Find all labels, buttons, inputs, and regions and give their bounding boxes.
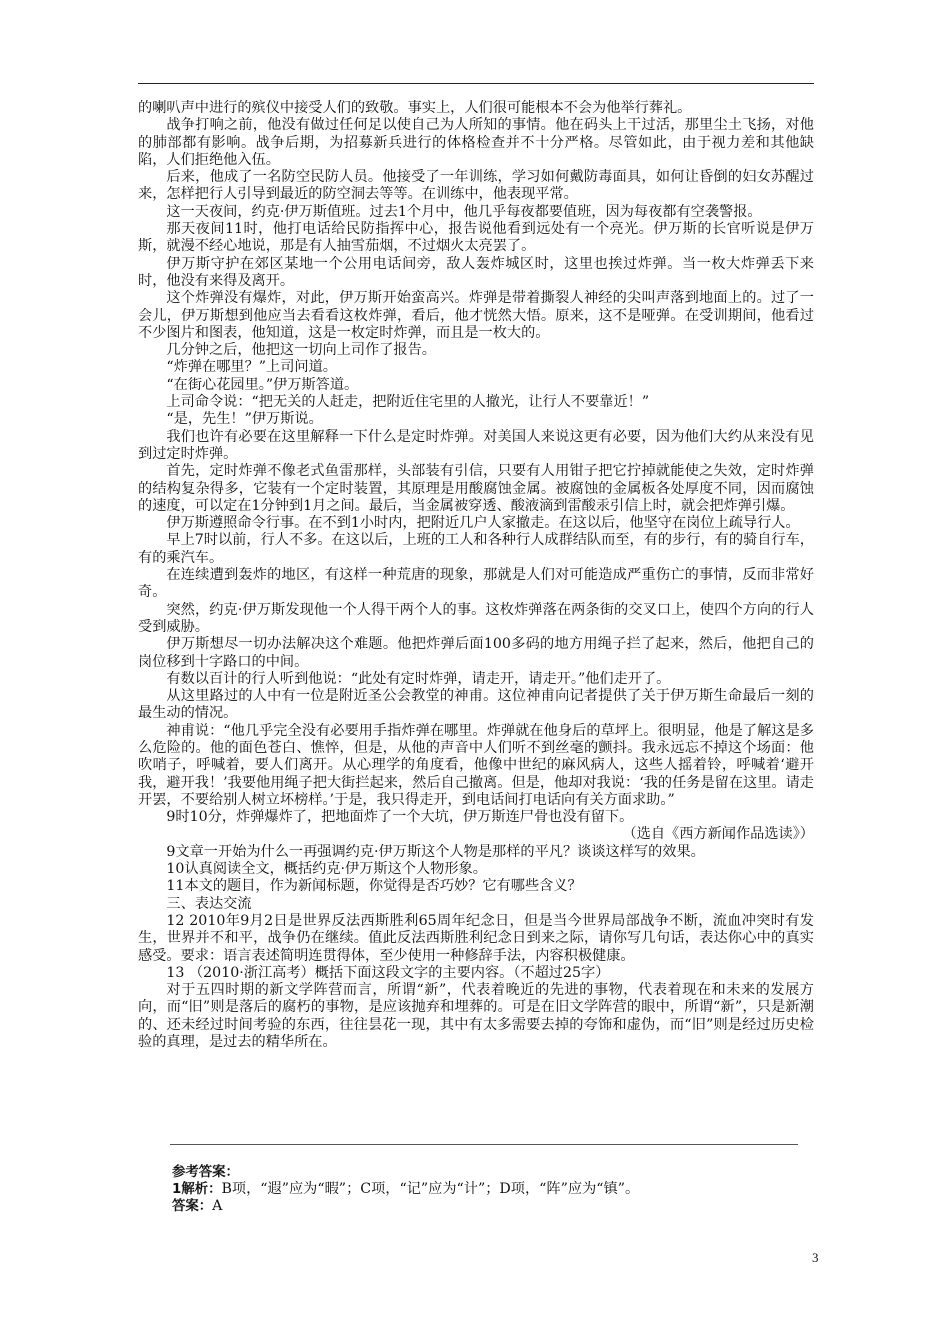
answer-analysis-label: 1解析： (172, 1182, 222, 1197)
question-item: 13 （2010·浙江高考）概括下面这段文字的主要内容。（不超过25字） (166, 964, 610, 981)
section-heading: 三、表达交流 (166, 895, 252, 912)
paragraph: 几分钟之后，他把这一切向上司作了报告。 (166, 342, 436, 359)
answer-analysis-text: B项，“遐”应为“暇”；C项，“记”应为“计”；D项，“阵”应为“镇”。 (221, 1181, 640, 1197)
paragraph: 我们也许有必要在这里解释一下什么是定时炸弹。对美国人来说这更有必要，因为他们大约从来没有见到过定时炸弹。 (138, 428, 814, 462)
paragraph: 有数以百计的行人听到他说：“此处有定时炸弹，请走开，请走开。”他们走开了。 (166, 670, 671, 687)
paragraph: 9时10分，炸弹爆炸了，把地面炸了一个大坑，伊万斯连尸骨也没有留下。 (166, 809, 634, 826)
question-item: 11本文的题目，作为新闻标题，你觉得是否巧妙？它有哪些含义？ (166, 878, 582, 895)
dialogue-line: “是，先生！”伊万斯说。 (166, 411, 323, 428)
question-item: 10认真阅读全文，概括约克·伊万斯这个人物形象。 (166, 861, 487, 878)
paragraph: 突然，约克·伊万斯发现他一个人得干两个人的事。这枚炸弹落在两条街的交叉口上，使四个方向的行人受到威胁。 (138, 601, 814, 635)
article-body (138, 100, 814, 1051)
answer-text: A (212, 1198, 223, 1214)
paragraph: 这个炸弹没有爆炸，对此，伊万斯开始蛮高兴。炸弹是带着撕裂人神经的尖叫声落到地面上的。过了一会儿，伊万斯想到他应当去看看这枚炸弹，看后，他才恍然大悟。原来，这不是哑弹。在受训期间，他看过不少图片和图表，他知道，这是一枚定时炸弹，而且是一枚大的。 (138, 290, 814, 341)
paragraph: 这一天夜间，约克·伊万斯值班。过去1个月中，他几乎每夜都要值班，因为每夜都有空袭警报。 (166, 203, 762, 220)
header-rule (138, 83, 814, 84)
dialogue-line: “在街心花园里。”伊万斯答道。 (166, 376, 359, 393)
question-item: 12 2010年9月2日是世界反法西斯胜利65周年纪念日，但是当今世界局部战争不断，流血冲突时有发生，世界并不和平，战争仍在继续。值此反法西斯胜利纪念日到来之际，请你写几句话，表达你心中的真实感受。要求：语言表述简明连贯得体，至少使用一种修辞手法，内容积极健康。 (138, 912, 814, 964)
quoted-passage: 对于五四时期的新文学阵营而言，所谓“新”，代表着晚近的先进的事物，代表着现在和未来的发展方向，而“旧”则是落后的腐朽的事物，是应该抛弃和埋葬的。可是在旧文学阵营的眼中，所谓“新”，只是新潮的、还未经过时间考验的东西，往往昙花一现，其中有太多需要去掉的夸饰和虚伪，而“旧”则是经过历史检验的真理，是过去的精华所在。 (138, 982, 814, 1051)
paragraph: 神甫说：“他几乎完全没有必要用手指炸弹在哪里。炸弹就在他身后的草坪上。很明显，他是了解这是多么危险的。他的面色苍白、憔悴，但是，从他的声音中人们听不到丝毫的颤抖。我永远忘不掉这个场面：他吹哨子，呼喊着，要人们离开。从心理学的角度看，他像中世纪的麻风病人，这些人摇着铃，呼喊着‘避开我，避开我！’我要他用绳子把大街拦起来，然后自己撤离。但是，他却对我说：‘我的任务是留在这里。请走开罢，不要给别人树立坏榜样。’于是，我只得走开，到电话间打电话向有关方面求助。” (138, 722, 814, 808)
paragraph: 从这里路过的人中有一位是附近圣公会教堂的神甫。这位神甫向记者提供了关于伊万斯生命最后一刻的最生动的情况。 (138, 688, 814, 722)
paragraph: 战争打响之前，他没有做过任何足以使自己为人所知的事情。他在码头上干过活，那里尘土飞扬，对他的肺部都有影响。战争后期，为招募新兵进行的体格检查并不十分严格。尽管如此，由于视力差和其他缺陷，人们拒绝他入伍。 (138, 117, 814, 168)
question-item: 9文章一开始为什么一再强调约克·伊万斯这个人物是那样的平凡？谈谈这样写的效果。 (166, 843, 705, 860)
paragraph: 伊万斯想尽一切办法解决这个难题。他把炸弹后面100多码的地方用绳子拦了起来，然后，他把自己的岗位移到十字路口的中间。 (138, 636, 814, 670)
paragraph: 伊万斯守护在郊区某地一个公用电话间旁，敌人轰炸城区时，这里也挨过炸弹。当一枚大炸弹丢下来时，他没有来得及离开。 (138, 255, 814, 289)
section-divider (170, 1144, 798, 1145)
paragraph: 的喇叭声中进行的殡仪中接受人们的致敬。事实上，人们很可能根本不会为他举行葬礼。 (138, 100, 692, 116)
paragraph: 早上7时以前，行人不多。在这以后，上班的工人和各种行人成群结队而至，有的步行，有的骑自行车，有的乘汽车。 (138, 532, 814, 566)
dialogue-line: 上司命令说：“把无关的人赶走，把附近住宅里的人撤光，让行人不要靠近！” (166, 394, 650, 411)
answer-label: 答案： (172, 1199, 213, 1214)
source-citation: （选自《西方新闻作品选读》） (622, 826, 814, 843)
paragraph: 在连续遭到轰炸的地区，有这样一种荒唐的现象，那就是人们对可能造成严重伤亡的事情，反而非常好奇。 (138, 567, 814, 601)
paragraph: 首先，定时炸弹不像老式鱼雷那样，头部装有引信，只要有人用钳子把它拧掉就能使之失效，定时炸弹的结构复杂得多，它装有一个定时装置，其原理是用酸腐蚀金属。被腐蚀的金属板各处厚度不同，因而腐蚀的速度，可以定在1分钟到1月之间。最后，当金属被穿透、酸液滴到雷酸汞引信上时，就会把炸弹引爆。 (138, 463, 814, 514)
paragraph: 伊万斯遵照命令行事。在不到1小时内，把附近几户人家撤走。在这以后，他坚守在岗位上疏导行人。 (166, 515, 800, 532)
paragraph: 那天夜间11时，他打电话给民防指挥中心，报告说他看到远处有一个亮光。伊万斯的长官听说是伊万斯，就漫不经心地说，那是有人抽雪茄烟，不过烟火太亮罢了。 (138, 221, 814, 255)
page-number: 3 (812, 1250, 819, 1265)
dialogue-line: “炸弹在哪里？”上司问道。 (166, 359, 337, 376)
paragraph: 后来，他成了一名防空民防人员。他接受了一年训练，学习如何戴防毒面具，如何让昏倒的妇女苏醒过来，怎样把行人引导到最近的防空洞去等等。在训练中，他表现平常。 (138, 169, 814, 203)
answer-key-heading: 参考答案： (172, 1165, 239, 1180)
answer-key (172, 1164, 814, 1215)
